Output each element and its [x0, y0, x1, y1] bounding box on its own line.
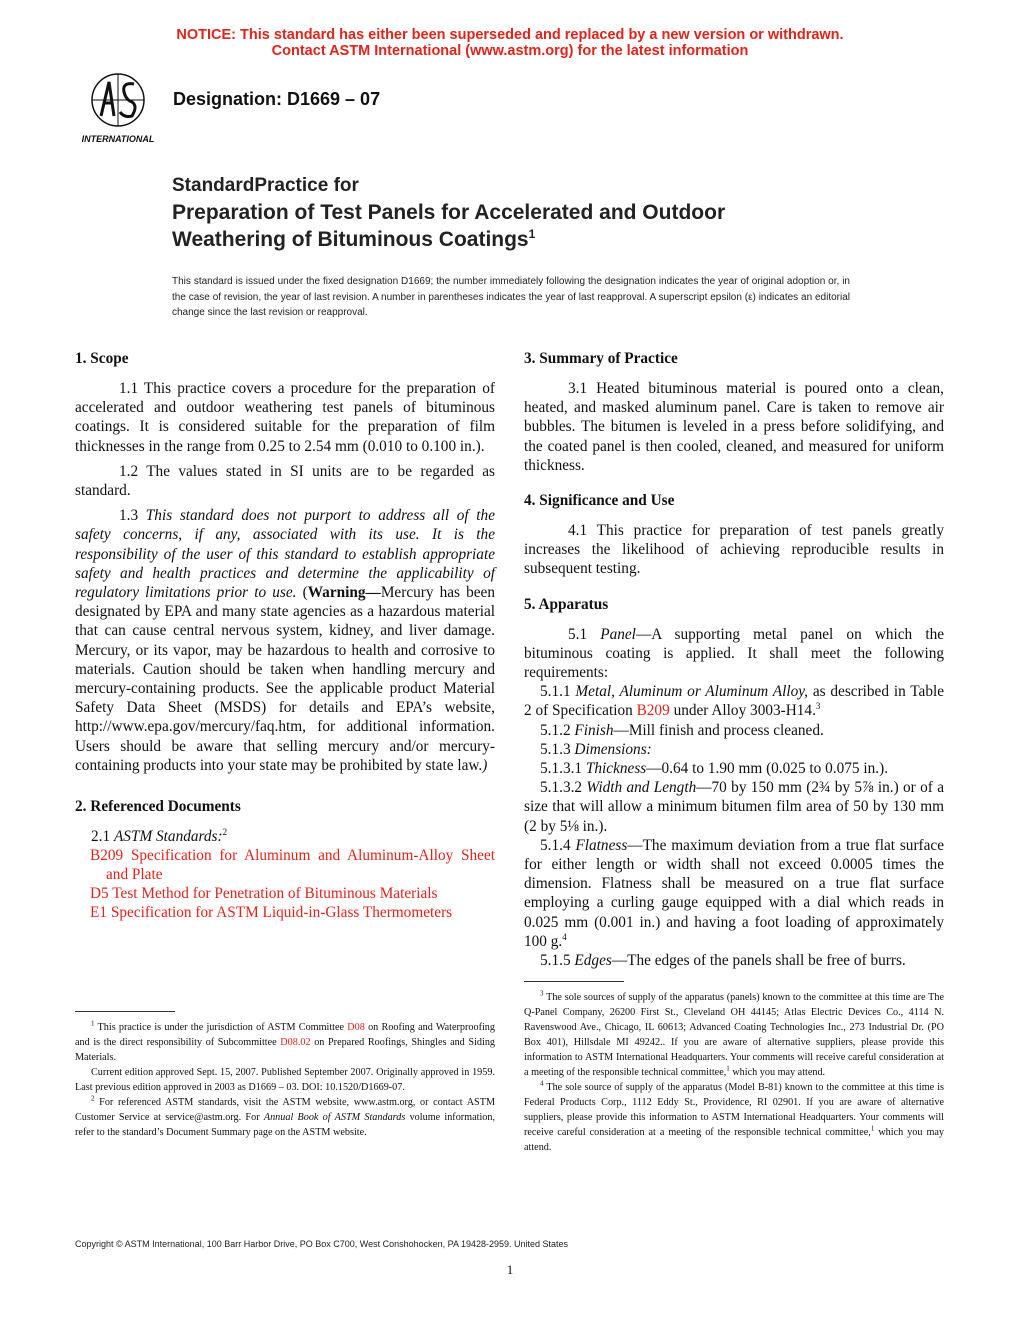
- footnote-divider-right: [524, 981, 624, 982]
- footnote-text: volume information, refer to the standard’s Document Summary page on the ASTM website.: [75, 1112, 496, 1138]
- notice-line-2: Contact ASTM International (www.astm.org) for the latest information: [271, 43, 749, 59]
- footnotes-left: [75, 1020, 495, 1140]
- section-heading-referenced: 2. Referenced Documents: [75, 798, 241, 816]
- apparatus-para-5-1-3-2: [524, 778, 944, 836]
- title-line-1: Preparation of Test Panels for Accelerated and Outdoor: [172, 201, 726, 224]
- para-text: —Mill finish and process cleaned.: [613, 721, 824, 739]
- apparatus-para-5-1-4: [524, 836, 944, 951]
- footnote-text: which you may attend.: [524, 1127, 945, 1153]
- document-title: [172, 173, 892, 253]
- term: Finish: [574, 721, 614, 739]
- footnote-1: [75, 1020, 495, 1065]
- open-paren: (: [302, 584, 308, 602]
- section-heading-scope: 1. Scope: [75, 350, 129, 367]
- footnote-mark: 1: [870, 1124, 875, 1133]
- footnote-mark: 2: [222, 826, 228, 837]
- apparatus-para-5-1-3: [524, 740, 944, 759]
- para-text: —A supporting metal panel on which the bituminous coating is applied. It shall meet the following requirements:: [524, 625, 945, 682]
- section-heading-apparatus: 5. Apparatus: [524, 595, 609, 613]
- footnote-mark: 4: [562, 931, 567, 942]
- reference-item-d5[interactable]: [75, 884, 495, 903]
- term: Flatness: [575, 836, 628, 854]
- para-text: —0.64 to 1.90 mm (0.025 to 0.075 in.).: [646, 760, 889, 778]
- footnote-mark: 1: [726, 1064, 730, 1073]
- warning-label: Warning—: [307, 584, 381, 602]
- footnote-mark: 4: [540, 1079, 544, 1088]
- term: Panel: [600, 625, 636, 643]
- footnote-text: on Roofing and Waterproofing and is the direct responsibility of Subcommittee: [75, 1022, 495, 1048]
- scope-para-1-3: [75, 506, 495, 775]
- subcommittee-link-d08-02[interactable]: D08.02: [280, 1037, 311, 1048]
- astm-standards-label: ASTM Standards:: [113, 828, 223, 846]
- para-number: 5.1.3: [540, 740, 571, 758]
- annual-book-title: Annual Book of ASTM Standards: [263, 1112, 406, 1123]
- apparatus-para-5-1: [524, 625, 944, 683]
- title-line-2: [172, 226, 892, 253]
- reference-item-e1[interactable]: [75, 903, 495, 922]
- para-text: —The edges of the panels shall be free of burrs.: [611, 952, 906, 970]
- apparatus-para-5-1-3-1: [524, 759, 944, 778]
- astm-standards-subheading: [75, 827, 495, 846]
- footnote-divider-left: [75, 1011, 175, 1012]
- designation: Designation: D1669 – 07: [173, 89, 381, 109]
- footnote-2: [75, 1095, 495, 1140]
- summary-para-3-1: 3.1 Heated bituminous material is poured onto a clean, heated, and masked aluminum panel. Care is taken to remove air bubbles. The bitumen is leveled in a press before solidifying, and the coated panel is then cooled, cleaned, and measured for uniform thickness.: [524, 380, 944, 474]
- scope-para-1-2: 1.2 The values stated in SI units are to be regarded as standard.: [75, 462, 495, 500]
- apparatus-para-5-1-2: [524, 721, 944, 740]
- footnote-mark: 3: [540, 989, 544, 998]
- safety-statement: This standard does not purport to address all of the safety concerns, if any, associated with its use. It is the responsibility of the user of this standard to establish appropriate safety and health practices and determine the applicability of regulatory limitations prior to use.: [75, 507, 495, 602]
- reference-title[interactable]: Test Method for Penetration of Bituminous Materials: [112, 885, 438, 903]
- para-number: 5.1.5: [540, 952, 571, 970]
- footnote-mark: 3: [815, 701, 821, 712]
- committee-link-d08[interactable]: D08: [347, 1022, 365, 1033]
- term: Metal, Aluminum or Aluminum Alloy,: [575, 683, 808, 701]
- reference-title[interactable]: Specification for ASTM Liquid-in-Glass Thermometers: [110, 904, 453, 922]
- para-number: 5.1.3.2: [540, 779, 583, 797]
- copyright-notice: Copyright © ASTM International, 100 Barr Harbor Drive, PO Box C700, West Conshohocken, PA 19428-2959. United States: [75, 1239, 569, 1249]
- withdrawal-notice: [0, 27, 1020, 59]
- para-number: 5.1.3.1: [540, 760, 583, 778]
- section-heading-summary: 3. Summary of Practice: [524, 350, 678, 367]
- footnote-mark: 1: [91, 1019, 95, 1028]
- para-text: —The maximum deviation from a true flat surface for either length or width shall not exceed 0.0005 times the dimension. Flatness shall be measured on a true flat surface employing a curling gauge equipped with a dial which reads in 0.025 mm (0.001 in.) and having a foot loading of approximately 100 g.: [524, 836, 944, 950]
- para-number: 5.1: [568, 625, 588, 643]
- footnote-mark: 2: [91, 1094, 95, 1103]
- title-line-2-text: Weathering of Bituminous Coatings: [172, 228, 529, 251]
- warning-text: Mercury has been designated by EPA and many state agencies as a hazardous material that can cause central nervous system, kidney, and liver damage. Mercury, or its vapor, may be hazardous to health and corrosive to materials. Caution should be taken when handling mercury and mercury-containing products. See the applicable product Material Safety Data Sheet (MSDS) for details and EPA’s website, http://www.epa.gov/mercury/faq.htm, for additional information. Users should be aware that selling mercury and/or mercury-containing products into your state may be prohibited by state law.: [75, 584, 495, 774]
- para-text: under Alloy 3003-H14.: [673, 702, 816, 720]
- page-number: 1: [506, 1262, 514, 1277]
- reference-code[interactable]: B209: [90, 847, 124, 865]
- term: Thickness: [585, 760, 647, 778]
- right-column: [524, 349, 944, 970]
- footnote-3: [524, 990, 944, 1080]
- footnote-text: For referenced ASTM standards, visit the ASTM website, www.astm.org, or contact ASTM Customer Service at service@astm.org. For: [75, 1097, 495, 1123]
- apparatus-para-5-1-5: [524, 951, 944, 970]
- apparatus-para-5-1-1: [524, 682, 944, 720]
- para-text: as described in Table 2 of Specification: [524, 683, 945, 720]
- para-text: —70 by 150 mm (2¾ by 5⅞ in.) or of a size that will allow a minimum bitumen film area of 50 by 130 mm (2 by 5⅛ in.).: [524, 779, 944, 835]
- significance-para-4-1: 4.1 This practice for preparation of test panels greatly increases the likelihood of achieving reproducible results in subsequent testing.: [524, 522, 944, 578]
- footnote-text: which you may attend.: [732, 1067, 826, 1078]
- astm-logo-icon: [74, 70, 162, 146]
- footnote-text: The sole source of supply of the apparatus (Model B-81) known to the committee at this time is Federal Products Corp., 1112 Eddy St., Providence, RI 02901. If you are aware of alternative suppliers, please provide this information to ASTM International Headquarters. Your comments will receive careful consideration at a meeting of the responsible technical committee,: [524, 1082, 944, 1138]
- close-paren: ): [482, 756, 488, 774]
- footnote-text: on Prepared Roofings, Shingles and Siding Materials.: [75, 1037, 496, 1063]
- issuance-note: This standard is issued under the fixed designation D1669; the number immediately following the designation indicates the year of original adoption or, in the case of revision, the year of last revision. A number in parentheses indicates the year of last reapproval. A superscript epsilon (ε) indicates an editorial change since the last revision or reapproval.: [172, 276, 850, 318]
- left-column: [75, 349, 495, 922]
- term: Width and Length: [586, 779, 697, 797]
- astm-logo: [74, 70, 162, 146]
- footnote-1-edition: Current edition approved Sept. 15, 2007. Published September 2007. Originally approved in 1959. Last previous edition approved in 2003 as D1669 – 03. DOI: 10.1520/D1669-07.: [75, 1067, 495, 1093]
- reference-title[interactable]: Specification for Aluminum and Aluminum-Alloy Sheet and Plate: [106, 847, 495, 884]
- para-number: 5.1.1: [540, 683, 571, 701]
- notice-line-1: NOTICE: This standard has either been superseded and replaced by a new version or withdrawn.: [176, 27, 844, 43]
- logo-text: INTERNATIONAL: [81, 134, 155, 144]
- para-number: 1.3: [119, 507, 139, 525]
- reference-code[interactable]: D5: [90, 885, 109, 903]
- reference-link-b209[interactable]: B209: [636, 702, 670, 720]
- footnote-text: This practice is under the jurisdiction of ASTM Committee: [97, 1022, 345, 1033]
- para-number: 5.1.4: [540, 836, 571, 854]
- footnotes-right: [524, 990, 944, 1155]
- reference-item-b209[interactable]: [75, 846, 495, 884]
- scope-para-1-1: 1.1 This practice covers a procedure for the preparation of accelerated and outdoor weathering test panels of bituminous coatings. It is considered suitable for the preparation of film thicknesses in the range from 0.25 to 2.54 mm (0.010 to 0.100 in.).: [75, 380, 495, 455]
- footnote-4: [524, 1080, 944, 1155]
- term: Edges: [574, 952, 612, 970]
- title-prefix: StandardPractice for: [172, 175, 359, 196]
- term: Dimensions:: [574, 740, 652, 758]
- footnote-text: The sole sources of supply of the apparatus (panels) known to the committee at this time are The Q-Panel Company, 26200 First St., Cleveland OH 44145; Atlas Electric Devices Co., 4114 N. Ravenswood Ave., Chicago, IL 60613; Advanced Coating Technologies Inc., 273 Industrial Dr. (PO Box 401), Hillsdale MI 49242.. If you are aware of alternative suppliers, please provide this information to ASTM International Headquarters. Your comments will receive careful consideration at a meeting of the responsible technical committee,: [524, 992, 944, 1078]
- para-number: 5.1.2: [540, 721, 571, 739]
- section-heading-significance: 4. Significance and Use: [524, 492, 675, 510]
- reference-code[interactable]: E1: [90, 904, 107, 922]
- title-footnote-mark: 1: [528, 227, 536, 241]
- para-number: 2.1: [91, 828, 111, 846]
